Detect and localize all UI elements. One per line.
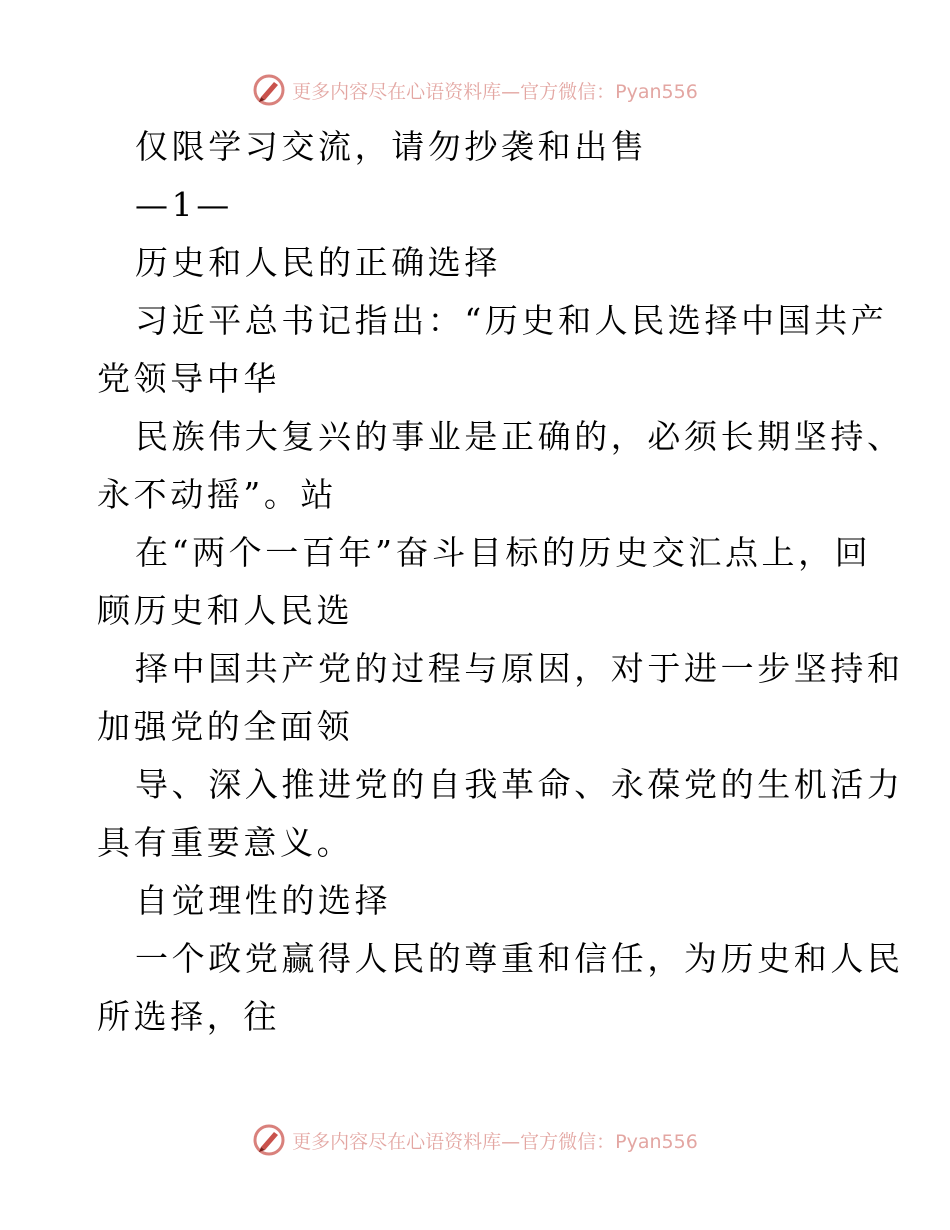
text-line: 所选择，往 xyxy=(97,997,280,1036)
text-line: 加强党的全面领 xyxy=(97,707,354,746)
header-watermark xyxy=(0,70,950,110)
text-line: 党领导中华 xyxy=(97,359,280,398)
text-line: 永不动摇”。站 xyxy=(97,475,338,514)
text-line: 一个政党赢得人民的尊重和信任，为历史和人民 xyxy=(135,939,904,978)
text-line: 在“两个一百年”奋斗目标的历史交汇点上，回 xyxy=(135,533,872,572)
page-number: —1— xyxy=(135,185,233,224)
text-line: 具有重要意义。 xyxy=(97,823,354,862)
text-line: 民族伟大复兴的事业是正确的，必须长期坚持、 xyxy=(135,417,904,456)
footer-watermark xyxy=(0,1120,950,1160)
watermark-text: 更多内容尽在心语资料库—官方微信：Pyan556 xyxy=(292,80,698,103)
text-line: 导、深入推进党的自我革命、永葆党的生机活力 xyxy=(135,765,904,804)
pen-logo-icon xyxy=(252,1123,286,1157)
section-heading: 自觉理性的选择 xyxy=(135,881,392,920)
document-body xyxy=(0,118,950,1046)
text-line: 仅限学习交流，请勿抄袭和出售 xyxy=(135,127,648,166)
watermark-group xyxy=(252,73,698,107)
text-line: 顾历史和人民选 xyxy=(97,591,354,630)
pen-logo-icon xyxy=(252,73,286,107)
watermark-group xyxy=(252,1123,698,1157)
watermark-text: 更多内容尽在心语资料库—官方微信：Pyan556 xyxy=(292,1130,698,1153)
text-line: 择中国共产党的过程与原因，对于进一步坚持和 xyxy=(135,649,904,688)
text-line: 习近平总书记指出：“历史和人民选择中国共产 xyxy=(135,301,888,340)
section-heading: 历史和人民的正确选择 xyxy=(135,243,501,282)
